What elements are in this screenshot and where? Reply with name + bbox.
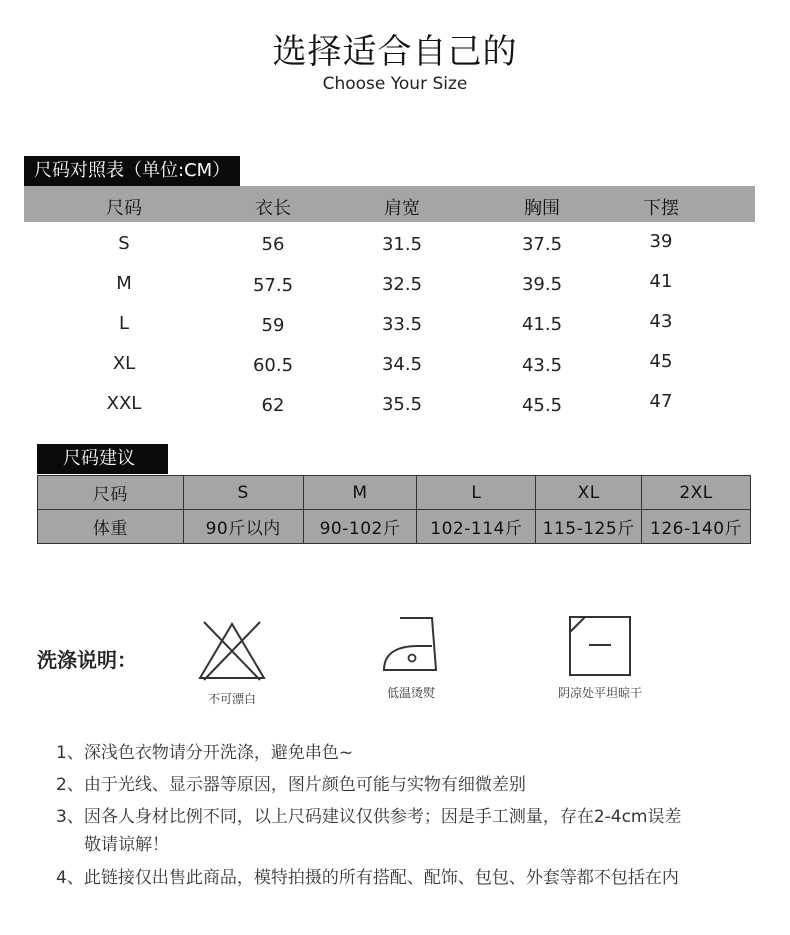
table-cell: XL xyxy=(536,476,642,510)
table-cell: 90斤以内 xyxy=(183,510,303,544)
column-header-length: 衣长 xyxy=(255,198,291,219)
table-cell: 尺码 xyxy=(38,476,184,510)
table-cell: 体重 xyxy=(38,510,184,544)
table-cell: 102-114斤 xyxy=(417,510,536,544)
column-header-size: 尺码 xyxy=(106,198,142,219)
table-row xyxy=(38,476,751,510)
size-recommendation-table xyxy=(37,475,751,544)
table-cell: 33.5 xyxy=(381,314,423,335)
table-cell: 41.5 xyxy=(521,314,563,335)
table-cell: 115-125斤 xyxy=(536,510,642,544)
table-cell: 35.5 xyxy=(381,394,423,415)
table-cell: 59 xyxy=(261,315,285,336)
table-cell: XL xyxy=(112,353,136,374)
table-row xyxy=(38,510,751,544)
no-bleach-icon xyxy=(196,618,268,684)
wash-item-no-bleach xyxy=(186,618,278,707)
wash-label: 阴凉处平坦晾干 xyxy=(557,686,642,700)
table-cell: 43.5 xyxy=(521,355,563,376)
table-cell: L xyxy=(417,476,536,510)
note-item: 4、此链接仅出售此商品，模特拍摄的所有搭配、配饰、包包、外套等都不包括在内 xyxy=(56,868,679,888)
wash-item-low-temp-iron xyxy=(366,614,456,701)
table-cell: 31.5 xyxy=(381,234,423,255)
table-cell: 45 xyxy=(649,351,673,372)
low-temp-iron-icon xyxy=(378,614,444,678)
table-cell: 45.5 xyxy=(521,395,563,416)
size-chart-header xyxy=(24,186,755,222)
page-title: 选择适合自己的 xyxy=(272,32,518,72)
note-item: 1、深浅色衣物请分开洗涤，避免串色~ xyxy=(56,743,354,763)
table-cell: 34.5 xyxy=(381,354,423,375)
column-header-shoulder: 肩宽 xyxy=(384,198,420,219)
table-cell: 47 xyxy=(649,391,673,412)
table-cell: M xyxy=(116,273,132,294)
table-cell: XXL xyxy=(106,393,142,414)
note-item-continued: 敬请谅解！ xyxy=(84,835,169,855)
table-cell: 32.5 xyxy=(381,274,423,295)
table-cell: 62 xyxy=(261,395,285,416)
dry-flat-shade-icon xyxy=(567,614,633,678)
table-cell: S xyxy=(183,476,303,510)
wash-label: 低温烫熨 xyxy=(386,686,435,700)
table-cell: 39.5 xyxy=(521,274,563,295)
table-cell: 43 xyxy=(649,311,673,332)
wash-label: 不可漂白 xyxy=(207,692,256,706)
column-header-hem: 下摆 xyxy=(643,198,679,219)
table-cell: 39 xyxy=(649,231,673,252)
note-item: 2、由于光线、显示器等原因，图片颜色可能与实物有细微差别 xyxy=(56,775,526,795)
table-cell: M xyxy=(303,476,417,510)
table-cell: 60.5 xyxy=(252,355,294,376)
table-cell: 37.5 xyxy=(521,234,563,255)
size-chart-label: 尺码对照表（单位:CM） xyxy=(24,156,240,186)
table-cell: S xyxy=(118,233,130,254)
table-cell: 41 xyxy=(649,271,673,292)
column-header-chest: 胸围 xyxy=(524,198,560,219)
wash-instructions-title: 洗涤说明： xyxy=(37,648,137,672)
table-cell: 56 xyxy=(261,234,285,255)
page-subtitle: Choose Your Size xyxy=(322,74,468,94)
table-cell: 126-140斤 xyxy=(642,510,751,544)
note-item: 3、因各人身材比例不同，以上尺码建议仅供参考；因是手工测量，存在2-4cm误差 xyxy=(56,807,682,827)
table-cell: 90-102斤 xyxy=(303,510,417,544)
wash-item-dry-flat-shade xyxy=(545,614,655,701)
table-cell: 2XL xyxy=(642,476,751,510)
table-cell: L xyxy=(118,313,130,334)
size-recommendation-label: 尺码建议 xyxy=(37,444,168,474)
table-cell: 57.5 xyxy=(252,275,294,296)
